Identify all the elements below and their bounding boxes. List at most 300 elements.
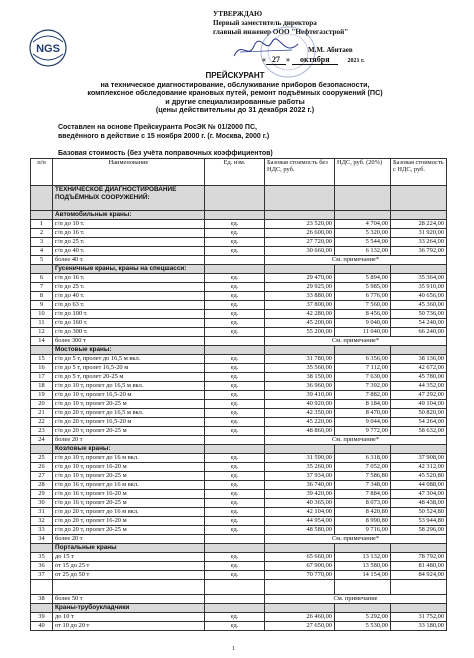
row-base-price: 37 934,00: [265, 472, 335, 481]
row-vat: 6 318,00: [335, 454, 391, 463]
row-name: более 300 т: [53, 337, 205, 346]
row-number: 29: [31, 490, 53, 499]
approval-line: УТВЕРЖДАЮ: [213, 10, 263, 18]
row-total: 42 312,00: [391, 463, 447, 472]
signer-name: М.М. Абитаев: [308, 46, 353, 54]
section-title: ТЕХНИЧЕСКОЕ ДИАГНОСТИРОВАНИЕ ПОДЪЁМНЫХ СООРУЖЕНИЙ:: [53, 186, 205, 211]
group-empty-cell: [391, 445, 447, 454]
table-row: [31, 238, 447, 247]
row-base-price: 29 925,00: [265, 283, 335, 292]
table-row: [31, 526, 447, 535]
row-base-price: 37 800,00: [265, 301, 335, 310]
row-base-price: 48 580,00: [265, 526, 335, 535]
row-vat: 8 990,80: [335, 517, 391, 526]
row-note: См. примечание*: [265, 436, 447, 445]
row-name: г/п до 20 т, пролет 16-20 м: [53, 517, 205, 526]
row-total: 35 910,00: [391, 283, 447, 292]
group-empty-cell: [265, 544, 335, 553]
row-total: 47 292,00: [391, 391, 447, 400]
row-total: 49 104,00: [391, 400, 447, 409]
table-row: [31, 337, 447, 346]
row-number: [31, 580, 53, 595]
group-empty-cell: [265, 346, 335, 355]
group-header-row: [31, 346, 447, 355]
row-unit: ед.: [205, 562, 265, 571]
row-base-price: 36 740,00: [265, 481, 335, 490]
header-base: Базовая стоимость без НДС, руб.: [265, 159, 335, 186]
approval-date: « 27 » октября 2021 г.: [262, 55, 365, 64]
row-unit: [205, 535, 265, 544]
group-title: Мостовые краны:: [53, 346, 205, 355]
row-number: 1: [31, 220, 53, 229]
row-name: г/п до 5 т, пролет 20-25 м: [53, 373, 205, 382]
row-unit: ед.: [205, 292, 265, 301]
row-number: 16: [31, 364, 53, 373]
base-cost-label: Базовая стоимость (без учёта поправочных коэффициентов): [58, 150, 273, 157]
row-total: 35 364,00: [391, 274, 447, 283]
group-title: Гусеничные краны, краны на спецшасси:: [53, 265, 205, 274]
row-number: 32: [31, 517, 53, 526]
row-vat: 5 292,00: [335, 613, 391, 622]
group-empty-cell: [205, 265, 265, 274]
table-row: [31, 535, 447, 544]
row-name: [53, 580, 205, 595]
row-name: г/п до 25 т.: [53, 238, 205, 247]
row-unit: [205, 256, 265, 265]
row-unit: ед.: [205, 283, 265, 292]
group-num-cell: [31, 604, 53, 613]
row-vat: 7 586,80: [335, 472, 391, 481]
row-unit: ед.: [205, 472, 265, 481]
group-header-row: [31, 265, 447, 274]
row-total: 81 480,00: [391, 562, 447, 571]
row-name: г/п до 25 т.: [53, 283, 205, 292]
section-empty-cell: [335, 186, 391, 211]
group-empty-cell: [205, 211, 265, 220]
header-num: п/п: [31, 159, 53, 186]
row-total: 50 736,00: [391, 310, 447, 319]
row-unit: ед.: [205, 382, 265, 391]
table-row: [31, 436, 447, 445]
row-base-price: 45 220,00: [265, 418, 335, 427]
row-vat: 9 040,00: [335, 319, 391, 328]
row-name: г/п до 10 т, пролет до 16,5 м вкл.: [53, 382, 205, 391]
row-note: См. примечание*: [265, 337, 447, 346]
group-num-cell: [31, 265, 53, 274]
group-empty-cell: [335, 211, 391, 220]
group-num-cell: [31, 445, 53, 454]
table-row: [31, 571, 447, 580]
approval-day: 27: [266, 55, 286, 65]
row-total: 54 240,00: [391, 319, 447, 328]
row-base-price: 35 560,00: [265, 364, 335, 373]
row-name: г/п до 16 т, пролет 16-20 м: [53, 490, 205, 499]
row-name: от 15 до 25 т: [53, 562, 205, 571]
group-title: Краны-трубоукладчики: [53, 604, 205, 613]
row-unit: ед.: [205, 526, 265, 535]
row-name: г/п до 16 т, пролет до 16 м вкл.: [53, 481, 205, 490]
row-total: 45 360,00: [391, 301, 447, 310]
table-row: [31, 310, 447, 319]
group-title: Портальные краны: [53, 544, 205, 553]
row-vat: 11 040,00: [335, 328, 391, 337]
row-base-price: 55 200,00: [265, 328, 335, 337]
row-vat: 7 884,00: [335, 490, 391, 499]
row-total: 50 820,00: [391, 409, 447, 418]
table-row: [31, 220, 447, 229]
row-unit: ед.: [205, 400, 265, 409]
row-unit: ед.: [205, 355, 265, 364]
row-base-price: 48 860,00: [265, 427, 335, 436]
row-unit: ед.: [205, 319, 265, 328]
row-total: 44 088,00: [391, 481, 447, 490]
group-empty-cell: [335, 265, 391, 274]
table-row: [31, 382, 447, 391]
row-name: г/п до 10 т.: [53, 220, 205, 229]
row-vat: 7 392,00: [335, 382, 391, 391]
row-base-price: 39 410,00: [265, 391, 335, 400]
row-number: 40: [31, 622, 53, 631]
header-total: Базовая стоимость с НДС, руб.: [391, 159, 447, 186]
row-unit: ед.: [205, 229, 265, 238]
row-unit: ед.: [205, 481, 265, 490]
row-unit: ед.: [205, 571, 265, 580]
row-number: 26: [31, 463, 53, 472]
row-unit: ед.: [205, 247, 265, 256]
table-row: [31, 391, 447, 400]
row-name: г/п до 16 т.: [53, 229, 205, 238]
row-vat: 8 420,80: [335, 508, 391, 517]
row-unit: ед.: [205, 517, 265, 526]
row-number: 4: [31, 247, 53, 256]
row-name: г/п до 20 т, пролет 16,5-20 м: [53, 418, 205, 427]
group-empty-cell: [265, 211, 335, 220]
row-total: 58 296,00: [391, 526, 447, 535]
row-name: г/п до 20 т, пролет до 16 м вкл.: [53, 508, 205, 517]
row-total: 58 632,00: [391, 427, 447, 436]
group-empty-cell: [391, 346, 447, 355]
logo-text: NGS: [36, 43, 60, 55]
row-total: 37 908,00: [391, 454, 447, 463]
row-total: 48 438,00: [391, 499, 447, 508]
compiled-basis: [58, 124, 358, 141]
row-name: г/п до 40 т.: [53, 292, 205, 301]
group-empty-cell: [391, 604, 447, 613]
row-vat: 13 132,00: [335, 553, 391, 562]
row-name: до 10 т: [53, 613, 205, 622]
row-vat: 13 580,00: [335, 562, 391, 571]
row-name: более 20 т: [53, 436, 205, 445]
table-row: [31, 229, 447, 238]
row-base-price: 38 150,00: [265, 373, 335, 382]
row-unit: ед.: [205, 274, 265, 283]
row-base-price: 70 770,00: [265, 571, 335, 580]
row-number: 36: [31, 562, 53, 571]
row-total: 45 780,00: [391, 373, 447, 382]
row-base-price: 40 920,00: [265, 400, 335, 409]
row-number: 23: [31, 427, 53, 436]
page-number: 1: [232, 646, 235, 652]
table-row: [31, 355, 447, 364]
group-title: Автомобильные краны:: [53, 211, 205, 220]
row-base-price: 27 720,00: [265, 238, 335, 247]
row-vat: 9 044,00: [335, 418, 391, 427]
table-row: [31, 427, 447, 436]
row-name: г/п до 10 т, пролет до 16 м вкл.: [53, 454, 205, 463]
row-unit: ед.: [205, 553, 265, 562]
row-unit: ед.: [205, 622, 265, 631]
row-number: 19: [31, 391, 53, 400]
row-vat: 5 544,00: [335, 238, 391, 247]
table-row: [31, 400, 447, 409]
row-number: 33: [31, 526, 53, 535]
row-vat: 6 356,00: [335, 355, 391, 364]
row-number: 39: [31, 613, 53, 622]
table-row: [31, 328, 447, 337]
table-row: [31, 364, 447, 373]
row-number: 18: [31, 382, 53, 391]
row-vat: 7 112,00: [335, 364, 391, 373]
group-empty-cell: [335, 604, 391, 613]
row-unit: ед.: [205, 454, 265, 463]
row-total: 42 672,00: [391, 364, 447, 373]
section-row: [31, 186, 447, 211]
table-row: [31, 319, 447, 328]
row-number: 37: [31, 571, 53, 580]
table-row: [31, 283, 447, 292]
table-row: [31, 499, 447, 508]
table-row: [31, 409, 447, 418]
group-empty-cell: [391, 211, 447, 220]
table-row: [31, 595, 447, 604]
row-number: 20: [31, 400, 53, 409]
approval-year: 2021 г.: [347, 58, 365, 64]
row-total: [391, 580, 447, 595]
row-total: 33 264,00: [391, 238, 447, 247]
row-total: 54 264,00: [391, 418, 447, 427]
row-total: 47 304,00: [391, 490, 447, 499]
row-name: г/п до 5 т, пролет 16,5-20 м: [53, 364, 205, 373]
row-total: 38 136,00: [391, 355, 447, 364]
row-number: 15: [31, 355, 53, 364]
row-number: 35: [31, 553, 53, 562]
group-header-row: [31, 211, 447, 220]
row-total: 36 792,00: [391, 247, 447, 256]
price-table: [30, 158, 447, 631]
row-name: г/п до 160 т.: [53, 319, 205, 328]
row-number: 25: [31, 454, 53, 463]
table-row: [31, 373, 447, 382]
row-total: 28 224,00: [391, 220, 447, 229]
row-unit: ед.: [205, 499, 265, 508]
title-main: ПРЕЙСКУРАНТ: [205, 71, 265, 80]
company-logo: [28, 28, 68, 68]
row-number: 17: [31, 373, 53, 382]
row-number: 24: [31, 436, 53, 445]
table-row: [31, 517, 447, 526]
row-number: 6: [31, 274, 53, 283]
row-number: 22: [31, 418, 53, 427]
row-note: См. примечание*: [265, 535, 447, 544]
row-total: 66 240,00: [391, 328, 447, 337]
row-unit: ед.: [205, 490, 265, 499]
table-row: [31, 454, 447, 463]
row-note: См. примечание*: [265, 256, 447, 265]
row-total: 50 524,80: [391, 508, 447, 517]
table-row: [31, 247, 447, 256]
row-vat: 6 776,00: [335, 292, 391, 301]
row-vat: 9 716,00: [335, 526, 391, 535]
row-number: 12: [31, 328, 53, 337]
row-number: 10: [31, 310, 53, 319]
row-number: 30: [31, 499, 53, 508]
row-number: 11: [31, 319, 53, 328]
group-num-cell: [31, 346, 53, 355]
row-vat: 8 456,00: [335, 310, 391, 319]
approval-month: октября: [292, 55, 338, 65]
table-row: [31, 580, 447, 595]
table-row: [31, 292, 447, 301]
group-empty-cell: [391, 544, 447, 553]
table-row: [31, 301, 447, 310]
title-line: на техническое диагностирование, обслуживание приборов безопасности,: [100, 79, 370, 89]
document-title: [60, 72, 410, 115]
table-row: [31, 481, 447, 490]
table-row: [31, 256, 447, 265]
row-name: г/п до 63 т.: [53, 301, 205, 310]
group-empty-cell: [335, 544, 391, 553]
row-unit: ед.: [205, 418, 265, 427]
row-base-price: 26 600,00: [265, 229, 335, 238]
row-number: 7: [31, 283, 53, 292]
row-base-price: 27 650,00: [265, 622, 335, 631]
row-base-price: 35 260,00: [265, 463, 335, 472]
group-header-row: [31, 604, 447, 613]
row-total: 31 752,00: [391, 613, 447, 622]
group-empty-cell: [265, 445, 335, 454]
row-vat: 7 560,00: [335, 301, 391, 310]
row-unit: ед.: [205, 310, 265, 319]
row-number: 8: [31, 292, 53, 301]
header-vat: НДС, руб. (20%): [335, 159, 391, 186]
row-name: г/п до 10 т, пролет 20-25 м: [53, 400, 205, 409]
group-header-row: [31, 445, 447, 454]
row-vat: 9 772,00: [335, 427, 391, 436]
row-base-price: 42 350,00: [265, 409, 335, 418]
row-unit: [205, 580, 265, 595]
row-unit: ед.: [205, 427, 265, 436]
row-number: 3: [31, 238, 53, 247]
row-base-price: 42 104,00: [265, 508, 335, 517]
row-base-price: 30 660,00: [265, 247, 335, 256]
row-name: г/п до 16 т.: [53, 274, 205, 283]
row-number: 9: [31, 301, 53, 310]
row-name: г/п до 100 т.: [53, 310, 205, 319]
row-name: более 50 т: [53, 595, 205, 604]
row-base-price: 23 520,00: [265, 220, 335, 229]
header-name: Наименование: [53, 159, 205, 186]
table-row: [31, 508, 447, 517]
row-base-price: 67 900,00: [265, 562, 335, 571]
group-title: Козловые краны:: [53, 445, 205, 454]
row-total: 44 352,00: [391, 382, 447, 391]
table-row: [31, 274, 447, 283]
row-name: г/п до 10 т, пролет 16-20 м: [53, 463, 205, 472]
table-row: [31, 613, 447, 622]
table-row: [31, 472, 447, 481]
row-unit: ед.: [205, 364, 265, 373]
row-base-price: 44 954,00: [265, 517, 335, 526]
row-vat: 8 073,00: [335, 499, 391, 508]
row-name: г/п до 20 т, пролет 20-25 м: [53, 427, 205, 436]
row-unit: ед.: [205, 373, 265, 382]
row-name: более 20 т: [53, 535, 205, 544]
table-row: [31, 553, 447, 562]
row-note: См. примечание: [265, 595, 447, 604]
row-base-price: 39 420,00: [265, 490, 335, 499]
row-unit: ед.: [205, 301, 265, 310]
row-base-price: 65 660,00: [265, 553, 335, 562]
row-base-price: 31 590,00: [265, 454, 335, 463]
row-name: от 25 до 50 т: [53, 571, 205, 580]
row-name: г/п до 20 т, пролет до 16,5 м вкл.: [53, 409, 205, 418]
row-vat: 14 154,00: [335, 571, 391, 580]
row-base-price: 42 280,00: [265, 310, 335, 319]
compiled-line: Составлен на основе Прейскуранта РосЭК № 01/2000 ПС,: [58, 124, 257, 131]
row-name: г/п до 10 т, пролет 16,5-20 м: [53, 391, 205, 400]
row-vat: 5 985,00: [335, 283, 391, 292]
row-vat: 5 530,00: [335, 622, 391, 631]
row-vat: 6 132,00: [335, 247, 391, 256]
row-unit: ед.: [205, 463, 265, 472]
row-name: более 40 т.: [53, 256, 205, 265]
table-row: [31, 463, 447, 472]
row-name: до 15 т: [53, 553, 205, 562]
row-number: 38: [31, 595, 53, 604]
row-name: г/п до 300 т.: [53, 328, 205, 337]
row-base-price: 31 780,00: [265, 355, 335, 364]
row-total: 84 924,00: [391, 571, 447, 580]
row-number: 5: [31, 256, 53, 265]
row-vat: 4 704,00: [335, 220, 391, 229]
row-unit: ед.: [205, 409, 265, 418]
approval-line: Первый заместитель директора: [213, 19, 317, 27]
row-name: от 10 до 20 т: [53, 622, 205, 631]
row-base-price: 29 470,00: [265, 274, 335, 283]
table-row: [31, 622, 447, 631]
row-number: 27: [31, 472, 53, 481]
group-empty-cell: [205, 604, 265, 613]
group-empty-cell: [205, 445, 265, 454]
group-empty-cell: [391, 265, 447, 274]
table-row: [31, 418, 447, 427]
approval-line: главный инженер ООО "Нефтегазстрой": [213, 28, 349, 36]
row-unit: ед.: [205, 613, 265, 622]
row-total: 78 792,00: [391, 553, 447, 562]
row-base-price: 36 960,00: [265, 382, 335, 391]
row-vat: 7 882,00: [335, 391, 391, 400]
row-number: 31: [31, 508, 53, 517]
row-vat: 8 184,00: [335, 400, 391, 409]
row-total: 33 180,00: [391, 622, 447, 631]
row-number: 34: [31, 535, 53, 544]
row-number: 2: [31, 229, 53, 238]
title-line: комплексное обследование крановых путей, ремонт подъёмных сооружений (ПС): [87, 88, 383, 97]
row-vat: 7 630,00: [335, 373, 391, 382]
group-empty-cell: [205, 544, 265, 553]
row-unit: ед.: [205, 391, 265, 400]
row-unit: ед.: [205, 238, 265, 247]
